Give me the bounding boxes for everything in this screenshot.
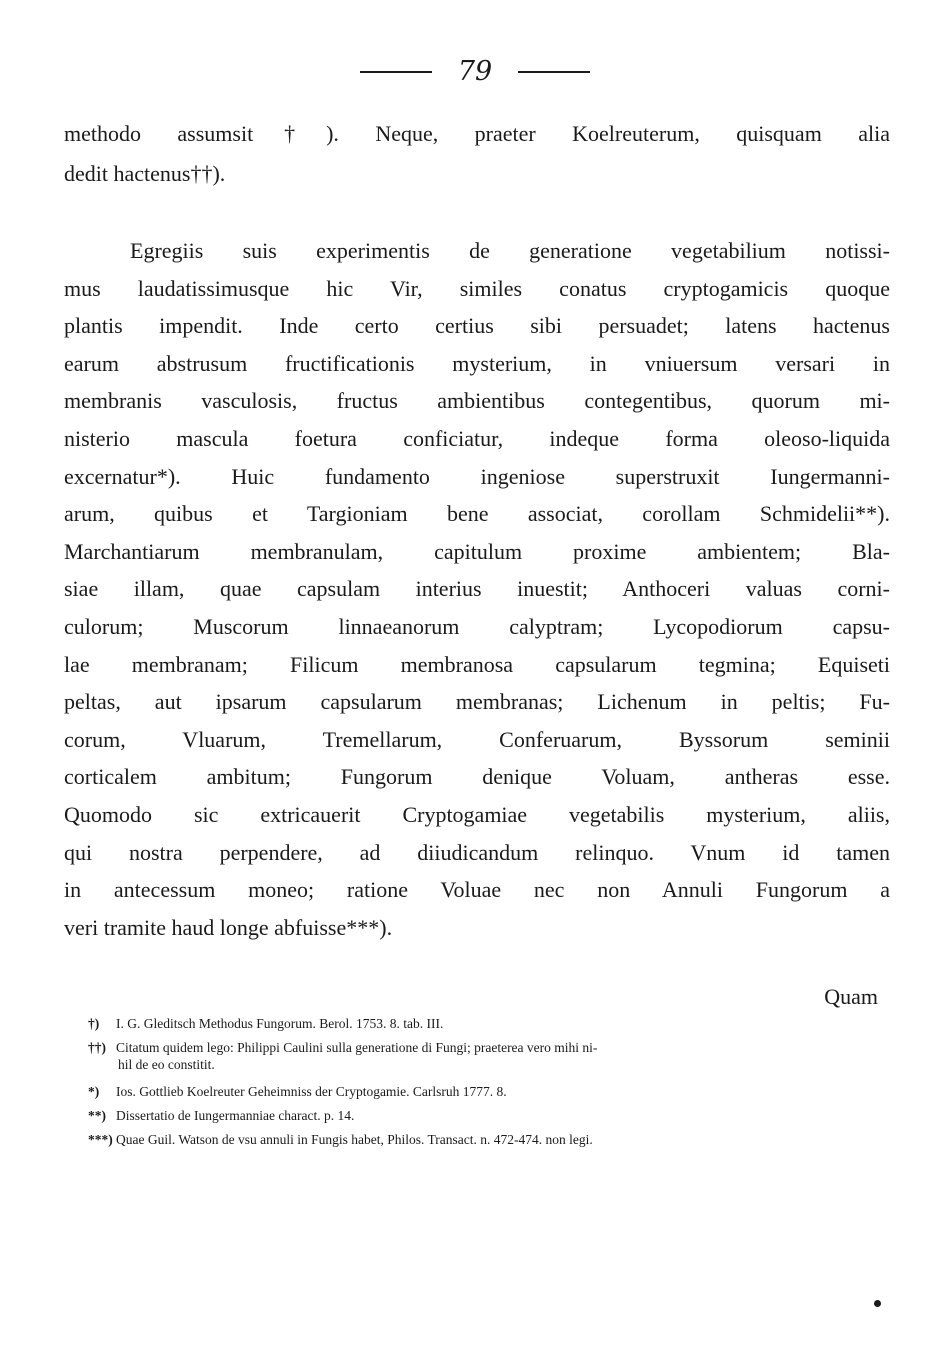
text-line: plantis impendit. Inde certo certius sibi persuadet; latens hactenus	[64, 313, 890, 339]
text-line: Egregiis suis experimentis de generatione vegetabilium notissi-	[130, 238, 890, 263]
page-header	[0, 58, 950, 85]
footnote	[88, 1080, 888, 1104]
page-number: 79	[457, 56, 493, 87]
footnote-text: Dissertatio de Iungermanniae charact. p. 14.	[116, 1108, 355, 1123]
text-line: methodo assumsit†). Neque, praeter Koelreuterum, quisquam alia	[64, 121, 890, 146]
footnote-mark: ***)	[88, 1132, 113, 1147]
footnote	[88, 1128, 888, 1152]
header-rule-left	[360, 71, 432, 73]
text-line: excernatur*). Huic fundamento ingeniose superstruxit Iungermanni-	[64, 463, 890, 489]
text-line: qui nostra perpendere, ad diiudicandum relinquo. Vnum id tamen	[64, 839, 890, 865]
text-line: earum abstrusum fructificationis mysterium, in vniuersum versari in	[64, 350, 890, 376]
footnote-continuation: hil de eo constitit.	[118, 1057, 215, 1072]
text-line: corticalem ambitum; Fungorum denique Voluam, antheras esse.	[64, 764, 890, 790]
text-line: dedit hactenus††).	[64, 161, 226, 186]
footnotes	[88, 1012, 888, 1152]
footnote-text: Quae Guil. Watson de vsu annuli in Fungis habet, Philos. Transact. n. 472-474. non legi.	[116, 1132, 593, 1147]
footnote-mark: †)	[88, 1016, 100, 1031]
footnote-mark: *)	[88, 1084, 100, 1099]
footnote-text: Citatum quidem lego: Philippi Caulini sulla generatione di Fungi; praeterea vero mihi ni-	[116, 1040, 598, 1055]
catchword: Quam	[824, 984, 878, 1009]
footnote-mark: **)	[88, 1108, 106, 1123]
text-line: corum, Vluarum, Tremellarum, Conferuarum, Byssorum seminii	[64, 726, 890, 752]
text-line: membranis vasculosis, fructus ambientibus contegentibus, quorum mi-	[64, 388, 890, 414]
text-line: arum, quibus et Targioniam bene associat, corollam Schmidelii**).	[64, 501, 890, 527]
footnote	[88, 1012, 888, 1036]
footnote-text: I. G. Gleditsch Methodus Fungorum. Berol. 1753. 8. tab. III.	[116, 1016, 444, 1031]
footnote-mark: ††)	[88, 1040, 106, 1055]
ink-dot	[874, 1300, 881, 1307]
footnote-text: Ios. Gottlieb Koelreuter Geheimniss der Cryptogamie. Carlsruh 1777. 8.	[116, 1084, 507, 1099]
text-line: siae illam, quae capsulam interius inuestit; Anthoceri valuas corni-	[64, 576, 890, 602]
text-line: in antecessum moneo; ratione Voluae nec non Annuli Fungorum a	[64, 877, 890, 903]
text-line: Marchantiarum membranulam, capitulum proxime ambientem; Bla-	[64, 538, 890, 564]
paragraph-1	[64, 114, 890, 194]
footnote	[88, 1104, 888, 1128]
text-line: culorum; Muscorum linnaeanorum calyptram; Lycopodiorum capsu-	[64, 613, 890, 639]
text-line: lae membranam; Filicum membranosa capsularum tegmina; Equiseti	[64, 651, 890, 677]
header-rule-right	[518, 71, 590, 73]
paragraph-2	[64, 232, 890, 946]
text-line: mus laudatissimusque hic Vir, similes conatus cryptogamicis quoque	[64, 275, 890, 301]
text-line: veri tramite haud longe abfuisse***).	[64, 914, 393, 940]
text-line: peltas, aut ipsarum capsularum membranas; Lichenum in peltis; Fu-	[64, 689, 890, 715]
text-line: Quomodo sic extricauerit Cryptogamiae vegetabilis mysterium, aliis,	[64, 801, 890, 827]
text-line: nisterio mascula foetura conficiatur, indeque forma oleoso-liquida	[64, 425, 890, 451]
